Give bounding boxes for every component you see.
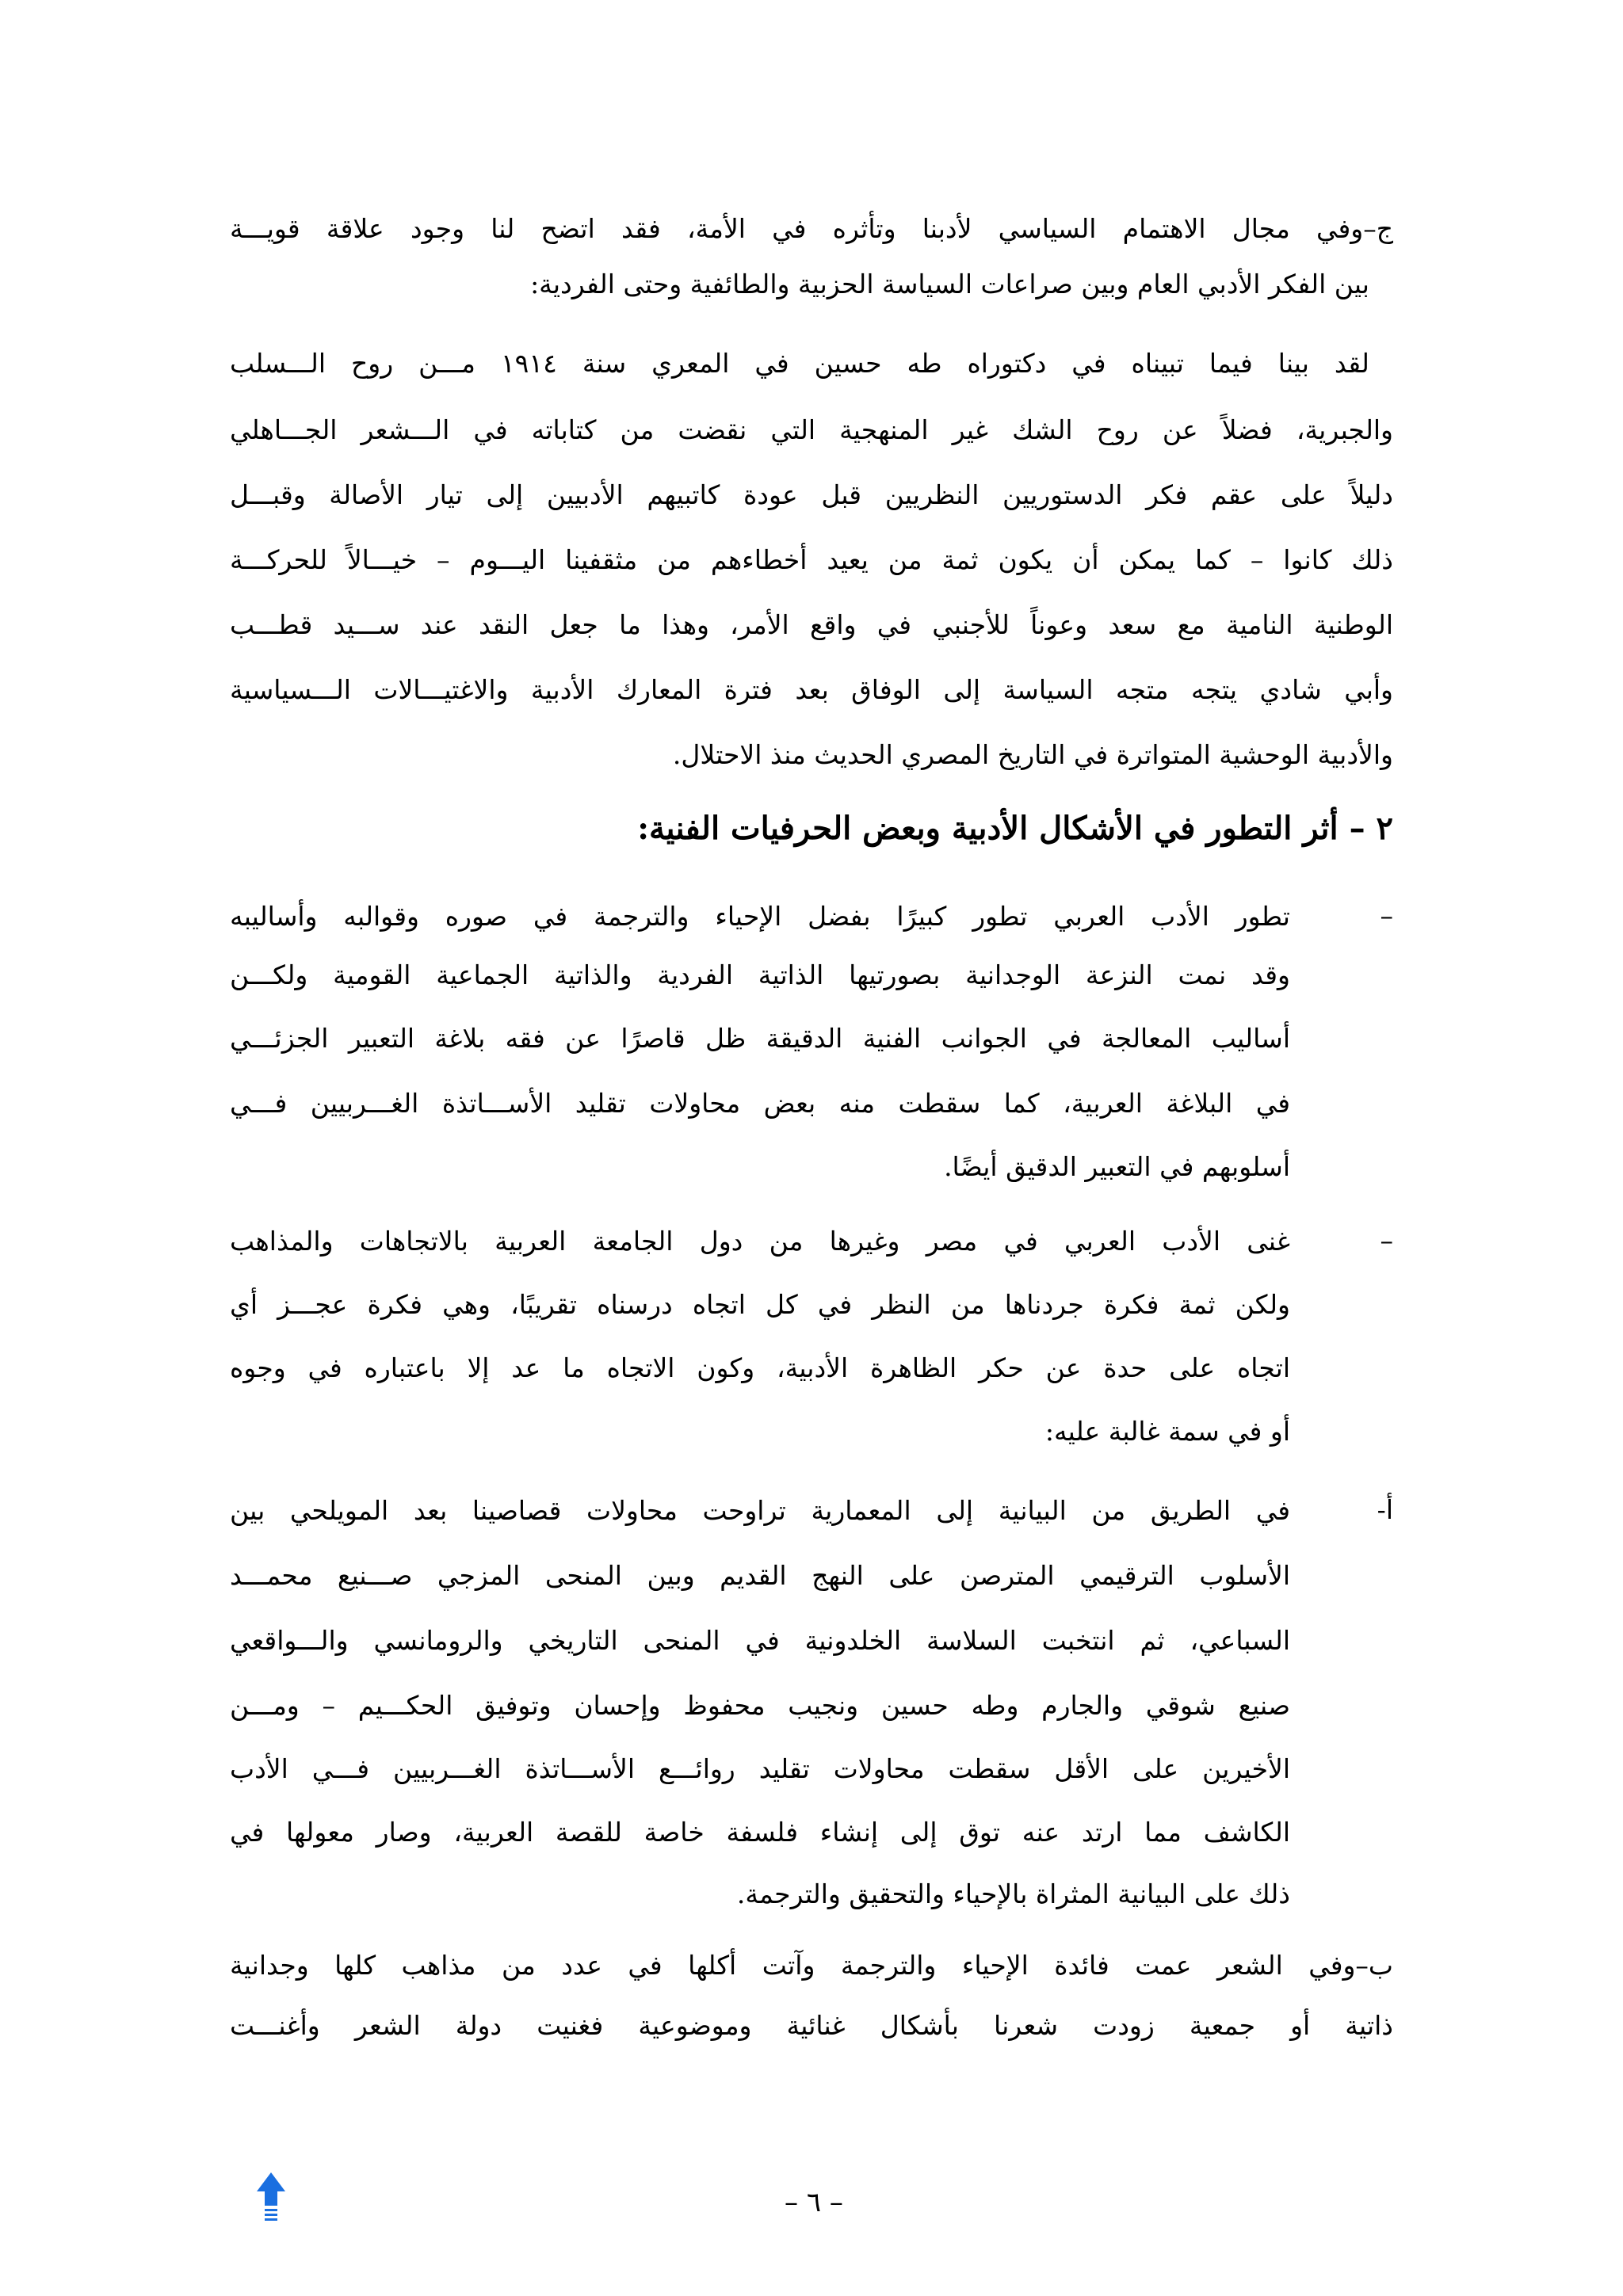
bullet-1-line-4: في البلاغة العربية، كما سقطت منه بعض محاولات تقليد الأســـاتذة الغـــربيين فـــي bbox=[230, 1088, 1290, 1119]
section-heading: ٢ – أثر التطور في الأشكال الأدبية وبعض الحرفيات الفنية: bbox=[637, 810, 1393, 847]
up-arrow-icon[interactable] bbox=[255, 2171, 287, 2226]
bullet-1-line-5: أسلوبهم في التعبير الدقيق أيضًا. bbox=[944, 1151, 1290, 1182]
paragraph-taha-line-3: دليلاً على عقم فكر الدستوريين النظريين قبل عودة كاتبيهم الأدبيين إلى تيار الأصالة وقبـــل bbox=[230, 479, 1393, 510]
item-a-line-1: في الطريق من البيانية إلى المعمارية تراوحت محاولات قصاصينا بعد المويلحي بين bbox=[230, 1495, 1290, 1526]
paragraph-taha-line-7: والأدبية الوحشية المتواترة في التاريخ المصري الحديث منذ الاحتلال. bbox=[672, 739, 1393, 770]
item-a-line-4: صنيع شوقي والجارم وطه حسين ونجيب محفوظ وإحسان وتوفيق الحكـــيم – ومـــن bbox=[230, 1690, 1290, 1721]
item-a-line-6: الكاشف مما ارتد عنه توق إلى إنشاء فلسفة خاصة للقصة العربية، وصار معولها في bbox=[230, 1817, 1290, 1848]
paragraph-taha-line-1: لقد بينا فيما تبيناه في دكتوراه طه حسين في المعري سنة ١٩١٤ مـــن روح الـــسلب bbox=[230, 348, 1369, 379]
paragraph-taha-line-2: والجبرية، فضلاً عن روح الشك غير المنهجية التي نقضت من كتاباته في الـــشعر الجـــاهلي bbox=[230, 414, 1393, 445]
paragraph-b-line-2: ذاتية أو جمعية زودت شعرنا بأشكال غنائية وموضوعية فغنيت دولة الشعر وأغنـــت bbox=[230, 2010, 1393, 2041]
item-a-line-2: الأسلوب الترقيمي المترصن على النهج القديم وبين المنحى المزجي صـــنيع محمـــد bbox=[230, 1560, 1290, 1591]
bullet-2-line-1: غنى الأدب العربي في مصر وغيرها من دول الجامعة العربية بالاتجاهات والمذاهب bbox=[230, 1226, 1290, 1257]
bullet-2-line-4: أو في سمة غالبة عليه: bbox=[1044, 1416, 1290, 1447]
bullet-1-dash: – bbox=[1380, 900, 1393, 931]
page-number: – ٦ – bbox=[785, 2187, 843, 2218]
item-a-line-3: السباعي، ثم انتخبت السلاسة الخلدونية في المنحى التاريخي والرومانسي والـــواقعي bbox=[230, 1625, 1290, 1656]
bullet-2-line-2: ولكن ثمة فكرة جردناها من النظر في كل اتجاه درسناه تقريبًا، وهي فكرة عجـــز أي bbox=[230, 1289, 1290, 1320]
item-a-line-7: ذلك على البيانية المثراة بالإحياء والتحقيق والترجمة. bbox=[736, 1878, 1290, 1909]
bullet-2-line-3: اتجاه على حدة عن حكر الظاهرة الأدبية، وكون الاتجاه ما عد إلا باعتباره في وجوه bbox=[230, 1352, 1290, 1383]
item-a-line-5: الأخيرين على الأقل سقطت محاولات تقليد روائـــع الأســـاتذة الغـــربيين فـــي الأدب bbox=[230, 1753, 1290, 1784]
bullet-1-line-3: أساليب المعالجة في الجوانب الفنية الدقيقة ظل قاصرًا عن فقه بلاغة التعبير الجزئـــي bbox=[230, 1023, 1290, 1054]
item-a-marker: أ- bbox=[1377, 1494, 1393, 1525]
paragraph-taha-line-4: ذلك كانوا – كما يمكن أن يكون ثمة من يعيد أخطاءهم من مثقفينا اليـــوم – خيـــالاً للحركـــة bbox=[230, 544, 1393, 575]
paragraph-c-line-1: ج–وفي مجال الاهتمام السياسي لأدبنا وتأثره في الأمة، فقد اتضح لنا وجود علاقة قويـــة bbox=[230, 213, 1393, 244]
paragraph-b-line-1: ب–وفي الشعر عمت فائدة الإحياء والترجمة وآتت أكلها في عدد من مذاهب كلها وجدانية bbox=[230, 1950, 1393, 1981]
bullet-2-dash: – bbox=[1380, 1225, 1393, 1256]
bullet-1-line-2: وقد نمت النزعة الوجدانية بصورتيها الذاتية الفردية والذاتية الجماعية القومية ولكـــن bbox=[230, 959, 1290, 990]
paragraph-c-line-2: بين الفكر الأدبي العام وبين صراعات السياسة الحزبية والطائفية وحتى الفردية: bbox=[530, 269, 1369, 299]
paragraph-taha-line-6: وأبي شادي يتجه متجه السياسة إلى الوفاق بعد فترة المعارك الأدبية والاغتيـــالات الـــسياسية bbox=[230, 674, 1393, 705]
bullet-1-line-1: تطور الأدب العربي تطور كبيرًا بفضل الإحياء والترجمة في صوره وقوالبه وأساليبه bbox=[230, 901, 1290, 932]
paragraph-taha-line-5: الوطنية النامية مع سعد وعوناً للأجنبي في واقع الأمر، وهذا ما جعل النقد عند ســـيد قطـــب bbox=[230, 609, 1393, 640]
